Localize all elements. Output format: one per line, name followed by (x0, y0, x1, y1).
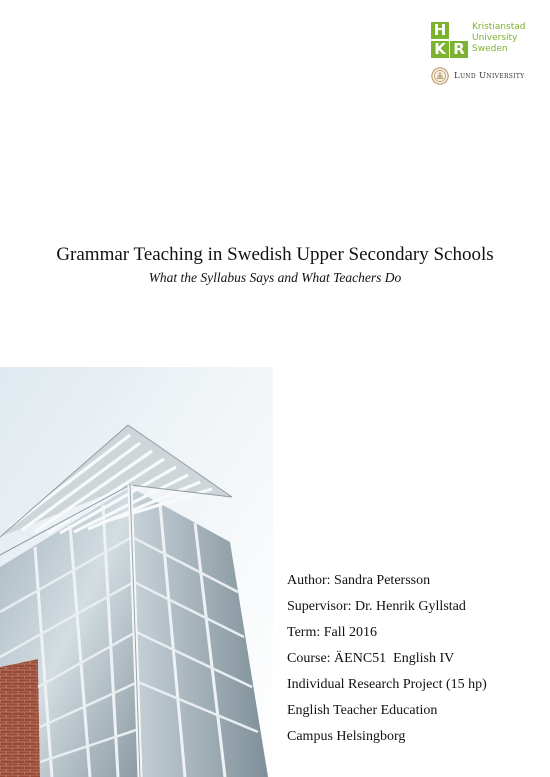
cover-photo (0, 367, 273, 777)
lund-name: Lund University (454, 71, 525, 81)
hkr-letter-k: K (431, 41, 449, 58)
hkr-blank-cell (450, 22, 468, 39)
hkr-logo (431, 22, 541, 60)
hkr-logo-mark (431, 22, 468, 58)
hkr-line-3: Sweden (472, 44, 508, 54)
lund-logo (431, 67, 541, 87)
supervisor-line: Supervisor: Dr. Henrik Gyllstad (287, 599, 466, 614)
document-meta (287, 568, 487, 750)
hkr-line-2: University (472, 33, 518, 43)
hkr-letter-h: H (431, 22, 449, 39)
hkr-letter-r: R (450, 41, 468, 58)
program-line: English Teacher Education (287, 703, 438, 718)
author-line: Author: Sandra Petersson (287, 573, 431, 588)
document-subtitle: What the Syllabus Says and What Teachers Do (148, 270, 402, 285)
lund-seal-icon (431, 67, 449, 85)
course-line: Course: ÄENC51 English IV (287, 651, 455, 666)
campus-line: Campus Helsingborg (287, 729, 406, 744)
building-illustration (0, 367, 273, 777)
hkr-line-1: Kristianstad (472, 22, 526, 32)
hkr-logo-text (472, 22, 526, 55)
document-title: Grammar Teaching in Swedish Upper Secondary Schools (56, 244, 494, 265)
term-line: Term: Fall 2016 (287, 625, 378, 640)
project-line: Individual Research Project (15 hp) (287, 677, 487, 692)
